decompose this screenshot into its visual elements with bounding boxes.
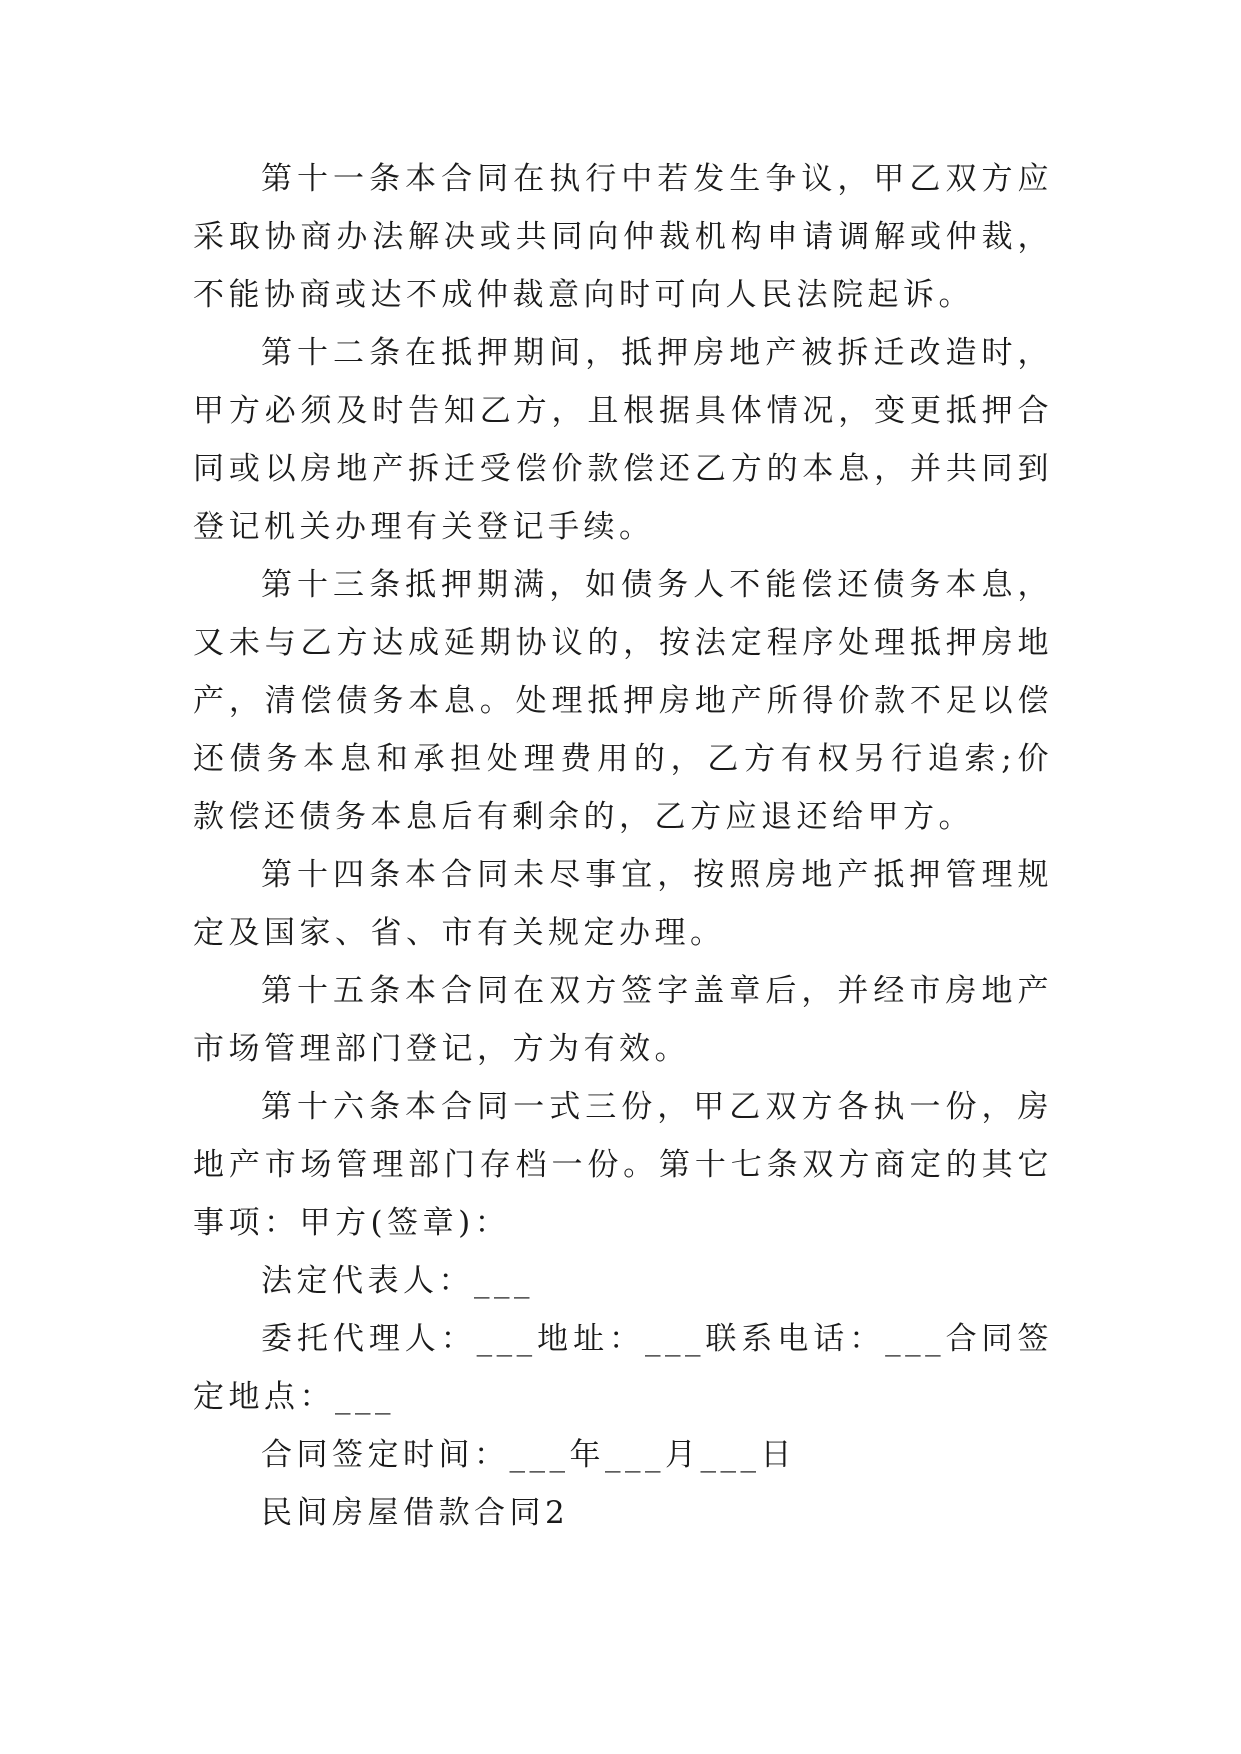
- document-body: [193, 150, 1053, 1542]
- next-document-title: 民间房屋借款合同2: [261, 1495, 570, 1531]
- clause-11: 第十一条本合同在执行中若发生争议，甲乙双方应采取协商办法解决或共同向仲裁机构申请调解或仲裁，不能协商或达不成仲裁意向时可向人民法院起诉。: [193, 161, 1053, 313]
- clause-14: 第十四条本合同未尽事宜，按照房地产抵押管理规定及国家、省、市有关规定办理。: [193, 857, 1053, 951]
- clause-13: 第十三条抵押期满，如债务人不能偿还债务本息，又未与乙方达成延期协议的，按法定程序处理抵押房地产，清偿债务本息。处理抵押房地产所得价款不足以偿还债务本息和承担处理费用的，乙方有权另行追索;价款偿还债务本息后有剩余的，乙方应退还给甲方。: [193, 567, 1053, 835]
- agent-address-phone-line: 委托代理人：___地址：___联系电话：___合同签定地点：___: [193, 1321, 1053, 1415]
- clause-12: 第十二条在抵押期间，抵押房地产被拆迁改造时，甲方必须及时告知乙方，且根据具体情况，变更抵押合同或以房地产拆迁受偿价款偿还乙方的本息，并共同到登记机关办理有关登记手续。: [193, 335, 1053, 545]
- clause-16-17: 第十六条本合同一式三份，甲乙双方各执一份，房地产市场管理部门存档一份。第十七条双方商定的其它事项：甲方(签章)：: [193, 1089, 1053, 1241]
- signing-date-line: 合同签定时间：___年___月___日: [261, 1437, 796, 1473]
- legal-representative-line: 法定代表人：___: [261, 1263, 534, 1299]
- clause-15: 第十五条本合同在双方签字盖章后，并经市房地产市场管理部门登记，方为有效。: [193, 973, 1053, 1067]
